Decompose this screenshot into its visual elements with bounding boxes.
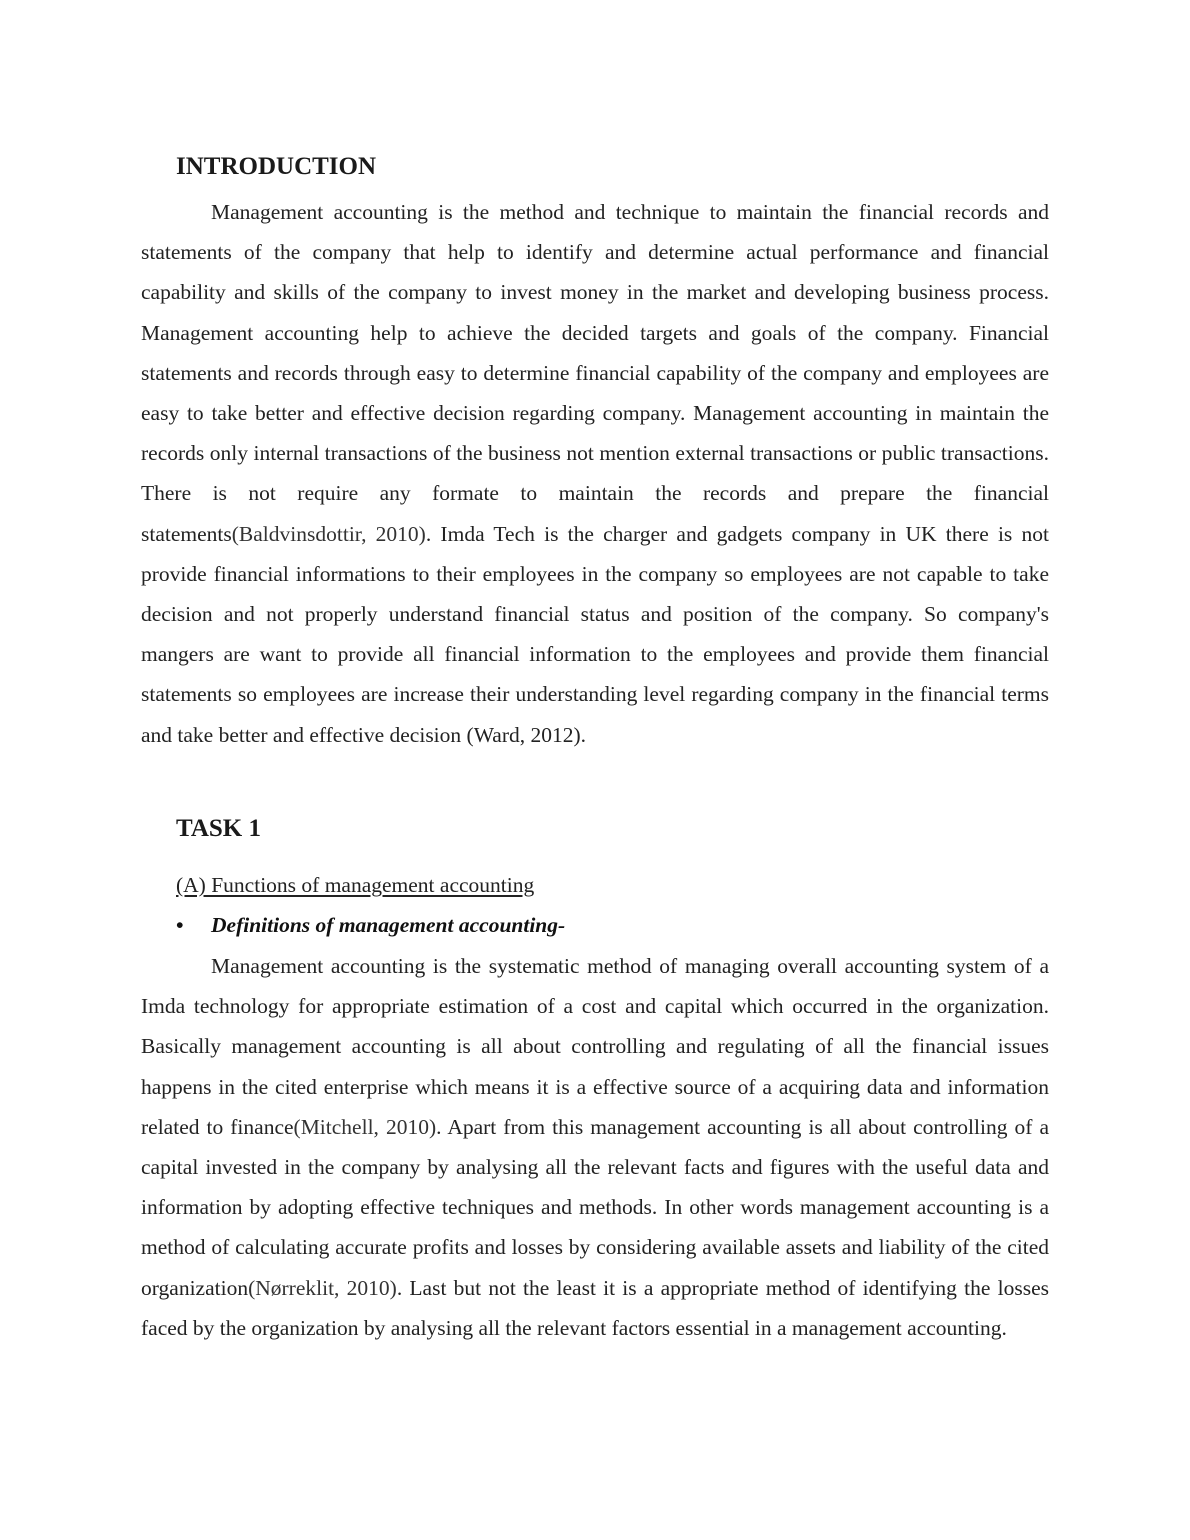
definition-text-part-1: Management accounting is the systematic method of managing overall accounting system of a Imda technology for appropriate estimation of a cost and capital which occurred in the organization. Basically management accounting is all about controlling and regulating of all the financial issues happens in the cited enterprise which means it is a effective source of a acquiring data and information related to finance [141,954,1049,1139]
introduction-paragraph [141,192,1049,755]
definition-text-part-2: . Apart from this management accounting is all about controlling of a capital invested in the company by analysing all the relevant facts and figures with the useful data and information by adopting effective techniques and methods. In other words management accounting is a method of calculating accurate profits and losses by considering available assets and liability of the cited organization [141,1114,1049,1300]
introduction-text-part-1: Management accounting is the method and technique to maintain the financial records and statements of the company that help to identify and determine actual performance and financial capability and skills of the company to invest money in the market and developing business process. Management accounting help to achieve the decided targets and goals of the company. Financial statements and records through easy to determine financial capability of the company and employees are easy to take better and effective decision regarding company. Management accounting in maintain the records only internal transactions of the business not mention external transactions or public transactions. There is not require any formate to maintain the records and prepare the financial statements [141,200,1049,546]
introduction-text-part-2: . Imda Tech is the charger and gadgets company in UK there is not provide financial informations to their employees in the company so employees are not capable to take decision and not properly understand financial status and position of the company. So company's mangers are want to provide all financial information to the employees and provide them financial statements so employees are increase their understanding level regarding company in the financial terms and take better and effective decision [141,521,1049,747]
citation-mitchell: (Mitchell, 2010) [293,1114,437,1139]
citation-ward: (Ward, 2012) [466,722,581,747]
citation-norreklit: (Nørreklit, 2010) [248,1275,397,1300]
task-1-heading: TASK 1 [176,815,261,842]
section-a-title: (A) Functions of management accounting [176,873,535,897]
bullet-icon: • [176,913,184,937]
bullet-label: Definitions of management accounting- [211,913,566,937]
introduction-text-end: . [580,722,587,747]
citation-baldvinsdottir: (Baldvinsdottir, 2010) [231,521,426,546]
definition-text-end: . Last but not the least it is a appropriate method of identifying the losses faced by the organization by analysing all the relevant factors essential in a management accounting. [141,1275,1049,1340]
introduction-heading: INTRODUCTION [176,153,377,180]
definition-paragraph [141,946,1049,1348]
